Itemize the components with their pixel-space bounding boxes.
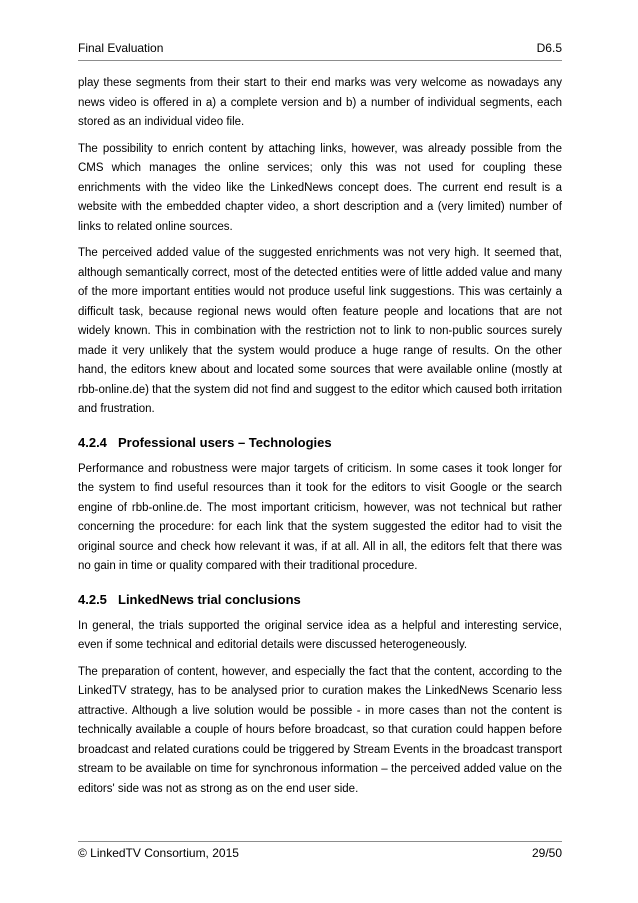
page-footer bbox=[78, 845, 562, 863]
section-heading-4-2-4 bbox=[78, 434, 562, 452]
body-paragraph: The perceived added value of the suggested enrichments was not very high. It seemed that, although semantically correct, most of the detected entities were of little added value and many of the more important entities would not produce useful link suggestions. This was certainly a difficult task, because regional news would often feature people and locations that are not widely known. This in combination with the restriction not to link to non-public sources surely made it very unlikely that the system would produce a huge range of results. On the other hand, the editors knew about and located some sources that were available online (mostly at rbb-online.de) that the system did not find and suggest to the editor which caused both irritation and frustration. bbox=[78, 247, 562, 415]
section-title: LinkedNews trial conclusions bbox=[118, 591, 301, 607]
header-deliverable-id: D6.5 bbox=[536, 41, 562, 55]
body-paragraph: In general, the trials supported the original service idea as a helpful and interesting service, even if some technical and editorial details were discussed heterogeneously. bbox=[78, 619, 562, 651]
section-title: Professional users – Technologies bbox=[118, 434, 332, 450]
section-number: 4.2.4 bbox=[78, 434, 107, 450]
body-paragraph: The possibility to enrich content by attaching links, however, was already possible from the CMS which manages the online services; only this was not used for coupling these enrichments with the video like the LinkedNews concept does. The current end result is a website with the embedded chapter video, a short description and a (very limited) number of links to related online sources. bbox=[78, 142, 562, 233]
body-paragraph: Performance and robustness were major targets of criticism. In some cases it took longer for the system to find useful resources than it took for the editors to visit Google or the search engine of rbb-online.de. The most important criticism, however, was not technical but rather concerning the procedure: for each link that the system suggested the editor had to visit the original source and check how relevant it was, if at all. All in all, the editors felt that there was no gain in time or quality compared with their traditional procedure. bbox=[78, 462, 562, 572]
footer-copyright: © LinkedTV Consortium, 2015 bbox=[78, 846, 239, 860]
header-divider bbox=[78, 60, 562, 61]
header-document-title: Final Evaluation bbox=[78, 41, 164, 55]
body-paragraph: The preparation of content, however, and especially the fact that the content, according to the LinkedTV strategy, has to be analysed prior to curation makes the LinkedNews Scenario less attractive. Although a live solution would be possible - in more cases than not the content is technically available a couple of hours before broadcast, so that curation could happen before broadcast and related curations could be triggered by Stream Events in the broadcast transport stream to be available on time for synchronous information – the perceived added value on the editors' side was not as strong as on the end user side. bbox=[78, 665, 562, 795]
page-content bbox=[78, 74, 562, 806]
footer-divider bbox=[78, 841, 562, 842]
page-header bbox=[78, 40, 562, 58]
page-number: 29/50 bbox=[531, 846, 562, 860]
section-heading-4-2-5 bbox=[78, 591, 562, 609]
body-paragraph: play these segments from their start to their end marks was very welcome as nowadays any news video is offered in a) a complete version and b) a number of individual segments, each stored as an individual video file. bbox=[78, 77, 562, 128]
section-number: 4.2.5 bbox=[78, 591, 107, 607]
